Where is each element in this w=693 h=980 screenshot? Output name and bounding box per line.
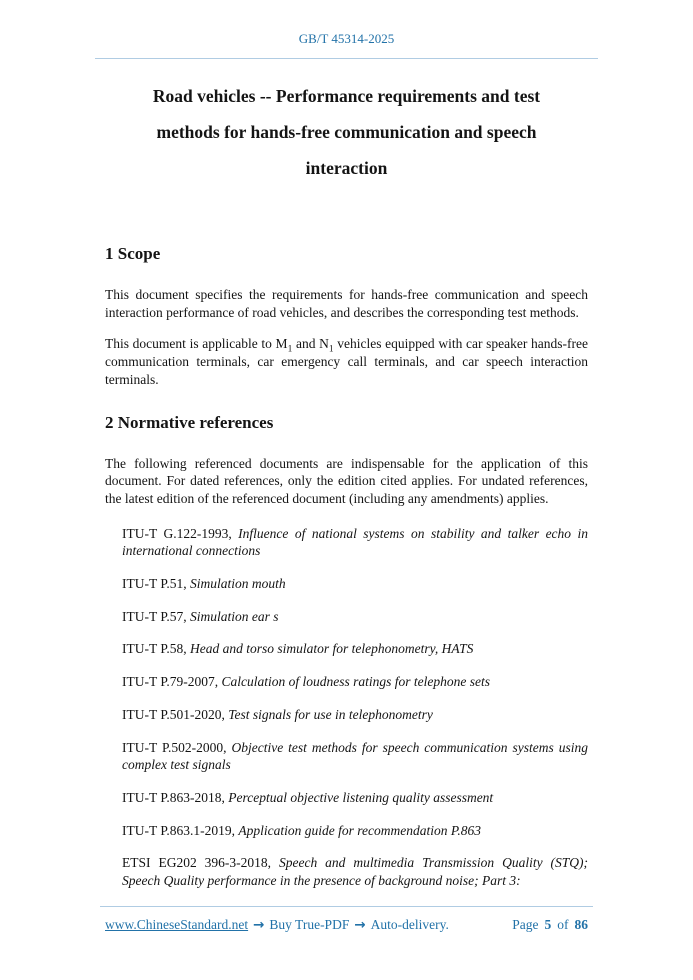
reference-code: ITU-T P.502-2000: [122, 739, 224, 755]
footer-delivery-text: Auto-delivery.: [370, 917, 449, 932]
reference-title: Application guide for recommendation P.863: [238, 822, 481, 838]
title-line-3: interaction: [305, 158, 388, 178]
right-arrow-icon: →: [354, 917, 366, 933]
reference-code: ITU-T P.79-2007: [122, 674, 215, 690]
reference-code: ITU-T G.122-1993: [122, 525, 229, 541]
section-heading-normative: 2 Normative references: [105, 412, 274, 432]
reference-code: ITU-T P.863.1-2019: [122, 822, 232, 838]
title-line-1: Road vehicles -- Performance requirements and test: [152, 86, 541, 106]
of-label: of: [557, 917, 569, 932]
page-total-number: 86: [574, 917, 588, 932]
reference-item: [122, 640, 588, 658]
reference-separator: ,: [183, 608, 187, 624]
scope-p2-text-c: vehicles equipped with car speaker hands-free communication terminals, car emergency call terminals, and car speech interaction terminals.: [105, 336, 588, 387]
reference-separator: ,: [214, 674, 219, 690]
reference-code: ETSI EG202 396-3-2018: [122, 855, 268, 871]
reference-item: [122, 789, 588, 807]
reference-separator: ,: [267, 855, 272, 871]
reference-title: Objective test methods for speech communication systems using complex test signals: [122, 739, 589, 773]
reference-list: [105, 525, 588, 890]
scope-p2-text-b: and N: [292, 336, 329, 352]
title-line-2: methods for hands-free communication and speech: [156, 122, 537, 142]
reference-item: [122, 822, 588, 840]
page-indicator: [512, 917, 588, 933]
reference-title: Test signals for use in telephonometry: [228, 706, 433, 722]
reference-title: Speech and multimedia Transmission Quality (STQ); Speech Quality performance in the presence of background noise; Part 3:: [122, 855, 589, 889]
reference-separator: ,: [228, 525, 232, 541]
section-heading-scope: 1 Scope: [105, 244, 161, 263]
reference-code: ITU-T P.58: [122, 641, 184, 657]
page-current-number: 5: [544, 917, 552, 932]
right-arrow-icon: →: [253, 917, 265, 933]
reference-title: Simulation mouth: [190, 576, 286, 592]
reference-title: Simulation ear s: [190, 608, 279, 624]
reference-title: Calculation of loudness ratings for telephone sets: [221, 674, 490, 690]
reference-code: ITU-T P.51: [122, 576, 184, 592]
page-title: [100, 78, 593, 186]
reference-title: Head and torso simulator for telephonometry, HATS: [190, 641, 474, 657]
reference-item: [122, 673, 588, 691]
scope-paragraph-1: This document specifies the requirements for hands-free communication and speech interaction performance of road vehicles, and describes the corresponding test methods.: [105, 287, 588, 320]
reference-item: [122, 608, 588, 626]
reference-code: ITU-T P.57: [122, 608, 184, 624]
scope-paragraph-2: [105, 335, 588, 388]
site-link[interactable]: www.ChineseStandard.net: [105, 917, 249, 932]
reference-title: Influence of national systems on stability and talker echo in international connections: [122, 525, 589, 559]
scope-p2-text-a: This document is applicable to M: [105, 336, 288, 352]
reference-separator: ,: [221, 706, 225, 722]
header-divider: [95, 58, 598, 59]
reference-item: [122, 854, 588, 889]
page-footer: [0, 906, 693, 980]
reference-title: Perceptual objective listening quality assessment: [228, 789, 494, 805]
reference-code: ITU-T P.501-2020: [122, 706, 222, 722]
reference-item: [122, 706, 588, 724]
reference-separator: ,: [183, 576, 187, 592]
reference-item: [122, 525, 588, 560]
footer-buy-text: Buy True-PDF: [269, 917, 350, 932]
reference-item: [122, 739, 588, 774]
reference-separator: ,: [221, 789, 225, 805]
m1-subscript: 1: [287, 345, 293, 356]
footer-promo: [105, 917, 449, 933]
reference-separator: ,: [231, 822, 235, 838]
reference-item: [122, 575, 588, 593]
document-body: [105, 243, 588, 890]
reference-separator: ,: [223, 739, 227, 755]
footer-divider: [100, 906, 593, 907]
reference-separator: ,: [183, 641, 187, 657]
normative-intro: The following referenced documents are indispensable for the application of this document. For dated references, only the edition cited applies. For undated references, the latest edition of the referenced document (including any amendments) applies.: [105, 455, 588, 506]
reference-code: ITU-T P.863-2018: [122, 789, 222, 805]
page-label: Page: [512, 917, 539, 932]
n1-subscript: 1: [328, 345, 334, 356]
header-doc-number: GB/T 45314-2025: [298, 31, 395, 46]
